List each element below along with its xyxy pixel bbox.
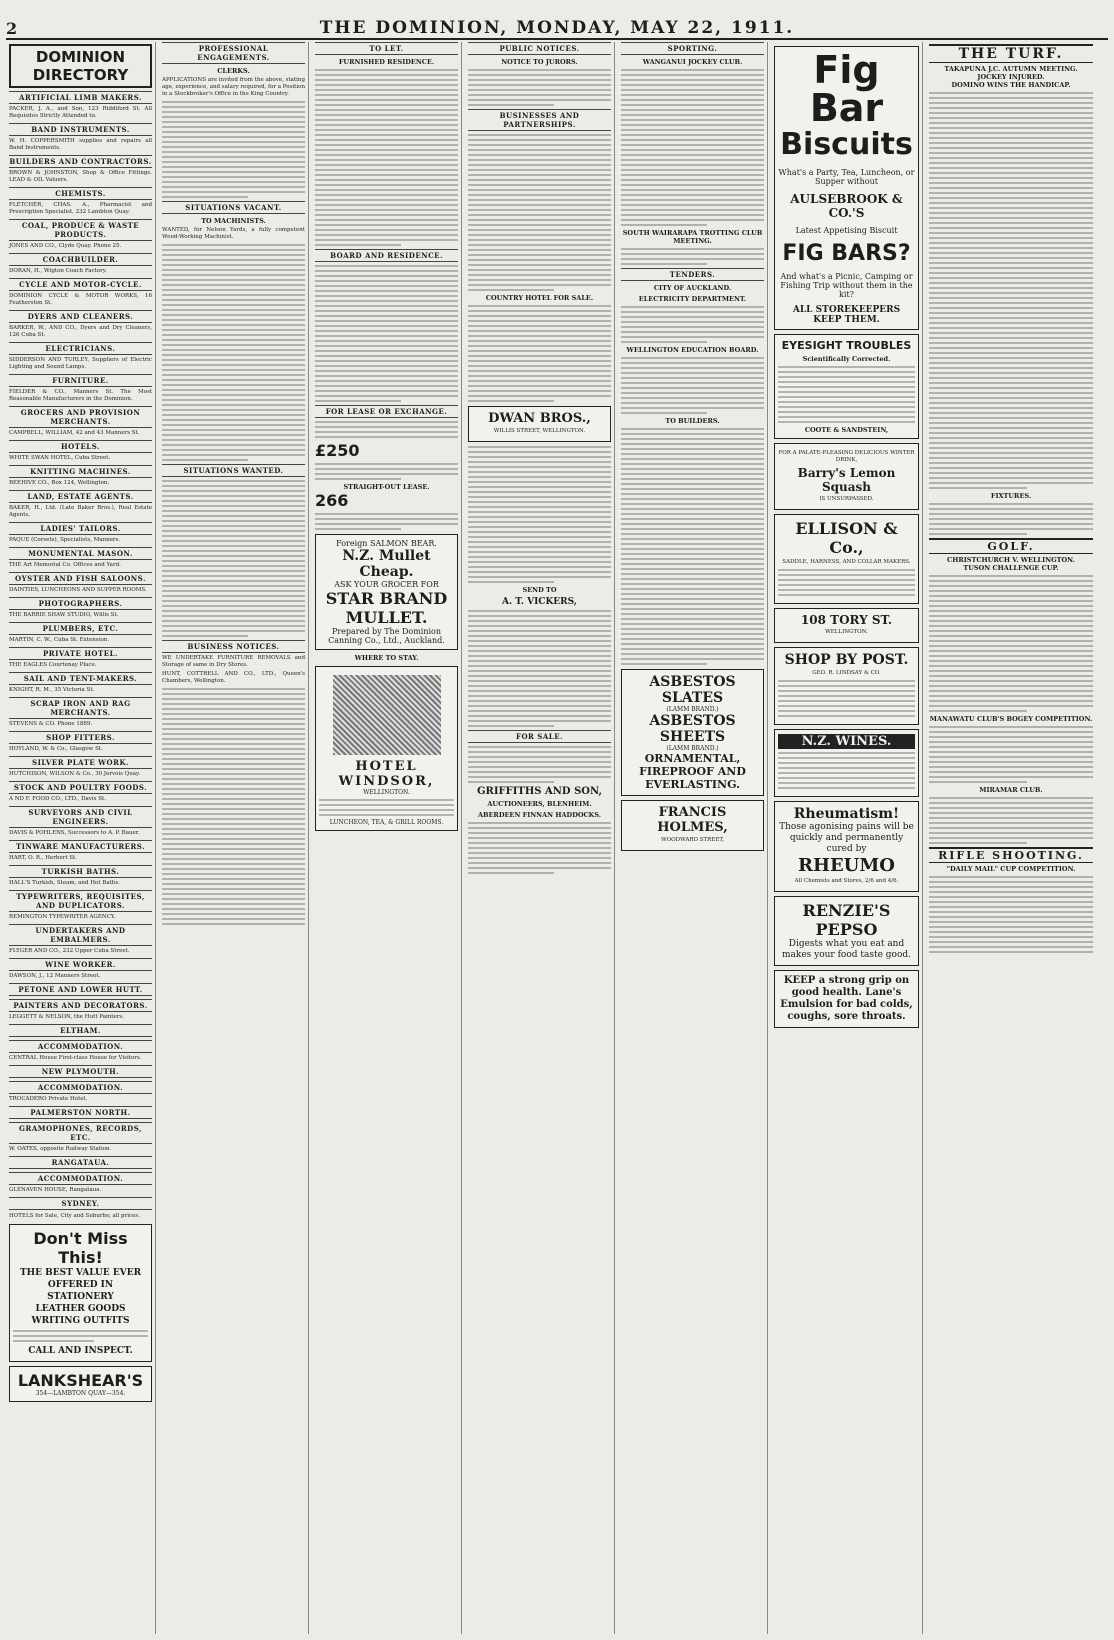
- sub-heading: "DAILY MAIL" CUP COMPETITION.: [946, 865, 1076, 873]
- directory-heading: DOMINION DIRECTORY: [9, 44, 152, 88]
- directory-entry: [9, 924, 152, 955]
- directory-entry: [9, 1106, 152, 1119]
- directory-entry: [9, 1081, 152, 1103]
- directory-text: DAWSON, J., 12 Manners Street.: [9, 973, 101, 979]
- ad-pepso-name: RENZIE'S PEPSO: [802, 901, 891, 939]
- body-lines: [468, 822, 611, 874]
- body-lines: [468, 610, 611, 727]
- where-to-stay-heading: WHERE TO STAY.: [354, 654, 419, 662]
- directory-category: STOCK AND POULTRY FOODS.: [9, 781, 152, 794]
- ad-fig-bar-biscuits: [774, 46, 919, 330]
- price-figure-2: 266: [315, 491, 349, 510]
- directory-entry: [9, 697, 152, 728]
- directory-entry: [9, 1024, 152, 1037]
- ad-biscuits: Biscuits: [780, 127, 913, 162]
- directory-category: TURKISH BATHS.: [9, 865, 152, 878]
- column-turf: [926, 42, 1096, 1634]
- directory-text: HUTCHISON, WILSON & Co., 30 Jervois Quay.: [9, 771, 141, 777]
- directory-text: CENTRAL House First-class House for Visitors.: [9, 1055, 142, 1061]
- body-lines: [468, 746, 611, 783]
- body-lines: [468, 305, 611, 402]
- directory-entry: [9, 123, 152, 152]
- directory-category: COAL, PRODUCE & WASTE PRODUCTS.: [9, 219, 152, 241]
- directory-entry: [9, 890, 152, 921]
- directory-text: LEGGETT & NELSON, the Hutt Painters.: [9, 1014, 124, 1020]
- directory-category: CHEMISTS.: [9, 187, 152, 200]
- ad-mullet-ask: ASK YOUR GROCER FOR: [334, 580, 439, 589]
- sub-heading: NOTICE TO JURORS.: [501, 58, 578, 66]
- directory-category: ELECTRICIANS.: [9, 342, 152, 355]
- ad-dont-miss-line: THE BEST VALUE EVER OFFERED IN: [19, 1268, 142, 1290]
- directory-text: MARTIN, C. W., Cuba St. Extension.: [9, 637, 109, 643]
- column-sporting: [618, 42, 768, 1634]
- directory-entry: [9, 672, 152, 694]
- sub-heading: STRAIGHT-OUT LEASE.: [343, 483, 430, 491]
- ad-asbestos: [621, 669, 764, 796]
- directory-entry: [9, 91, 152, 120]
- ad-lankshear: [9, 1366, 152, 1402]
- body-lines: [162, 101, 305, 198]
- ad-tory-street: [774, 608, 919, 643]
- ad-dont-miss-line: STATIONERY: [47, 1292, 114, 1302]
- body-lines: [621, 69, 764, 226]
- sub-heading: FIXTURES.: [990, 492, 1032, 500]
- section-heading: SITUATIONS VACANT.: [162, 201, 305, 214]
- ad-bar: Bar: [809, 86, 884, 130]
- ad-tory-city: WELLINGTON.: [825, 629, 868, 635]
- ad-pepso-text: Digests what you eat and makes your food taste good.: [781, 939, 912, 960]
- sub-heading: DOMINO WINS THE HANDICAP.: [951, 81, 1071, 89]
- directory-text: THE Art Memorial Co. Offices and Yard.: [9, 562, 121, 568]
- body-lines: [315, 513, 458, 530]
- ad-wines-name: N.Z. WINES.: [778, 734, 915, 749]
- ad-rheumo-text: Those agonising pains will be quickly and permanently cured by: [779, 822, 914, 854]
- directory-entry: [9, 999, 152, 1021]
- ad-hotel-body: [319, 799, 454, 816]
- directory-text: DAINTIES, LUNCHEONS AND SUPPER ROOMS.: [9, 587, 147, 593]
- directory-text: TROCADERO Private Hotel.: [9, 1096, 88, 1102]
- sub-heading: MANAWATU CLUB'S BOGEY COMPETITION.: [929, 715, 1093, 723]
- section-heading: TO LET.: [315, 42, 458, 55]
- directory-category: SURVEYORS AND CIVIL ENGINEERS.: [9, 806, 152, 828]
- ad-mullet-main: N.Z. Mullet Cheap.: [342, 548, 431, 580]
- directory-category: SHOP FITTERS.: [9, 731, 152, 744]
- ad-rheumo: [774, 801, 919, 892]
- directory-category: DYERS AND CLEANERS.: [9, 310, 152, 323]
- notice-text: APPLICATIONS are invited from the above, stating age, experience, and salary required, for a Position in a Stockbroker's Office in the King Country.: [162, 77, 305, 97]
- sub-heading: WANGANUI JOCKEY CLUB.: [642, 58, 743, 66]
- ad-lankshear-address: 354—LAMBTON QUAY—354.: [35, 1390, 126, 1397]
- directory-entry: [9, 490, 152, 519]
- directory-entry: [9, 865, 152, 887]
- body-lines: [621, 357, 764, 414]
- body-lines: [162, 244, 305, 461]
- ad-barry-top: FOR A PALATE-PLEASING DELICIOUS WINTER DRINK,: [778, 450, 915, 463]
- ad-fig-stores: ALL STOREKEEPERS KEEP THEM.: [792, 305, 901, 325]
- directory-category: COACHBUILDER.: [9, 253, 152, 266]
- ad-mullet: [315, 534, 458, 650]
- ad-asbestos-slates: ASBESTOS SLATES: [649, 674, 736, 706]
- page-number: 2: [6, 19, 18, 38]
- ad-mullet-brand: STAR BRAND MULLET.: [325, 589, 448, 627]
- ad-dont-miss: [9, 1224, 152, 1362]
- sub-heading: CITY OF AUCKLAND.: [653, 284, 732, 292]
- ad-dwan-address: WILLIS STREET, WELLINGTON.: [493, 428, 586, 434]
- directory-entry: [9, 522, 152, 544]
- sub-heading: CLERKS.: [217, 67, 250, 75]
- directory-text: THE EAGLES Courtenay Place.: [9, 662, 97, 668]
- directory-category: HOTELS.: [9, 440, 152, 453]
- column-public-notices: [465, 42, 615, 1634]
- directory-category: PRIVATE HOTEL.: [9, 647, 152, 660]
- directory-text: HOTELS for Sale, City and Suburbs; all prices.: [9, 1213, 140, 1219]
- ad-lankshear-name: LANKSHEAR'S: [17, 1371, 144, 1390]
- ad-fig: Fig: [813, 48, 880, 92]
- ad-post-name: SHOP BY POST.: [784, 652, 909, 668]
- ad-dwan-name: DWAN BROS.,: [488, 411, 591, 426]
- ad-francis-address: WOODWARD STREET,: [661, 837, 724, 843]
- directory-entry: [9, 342, 152, 371]
- sub-heading: ABERDEEN FINNAN HADDOCKS.: [477, 811, 602, 819]
- section-heading: BUSINESSES AND PARTNERSHIPS.: [468, 109, 611, 131]
- body-lines: [621, 306, 764, 343]
- ad-dont-miss-footer: CALL AND INSPECT.: [28, 1346, 133, 1356]
- ad-dont-miss-body: [13, 1330, 148, 1342]
- ad-hotel-text: LUNCHEON, TEA, & GRILL ROOMS.: [329, 819, 444, 826]
- directory-category: WINE WORKER.: [9, 958, 152, 971]
- directory-entry: [9, 1122, 152, 1153]
- section-heading: BUSINESS NOTICES.: [162, 640, 305, 653]
- ad-fig-bars: FIG BARS?: [782, 241, 911, 266]
- directory-entry: [9, 840, 152, 862]
- column-adverts: [771, 42, 923, 1634]
- sub-heading: WELLINGTON EDUCATION BOARD.: [626, 346, 759, 354]
- body-lines: [929, 575, 1093, 712]
- directory-text: DOMINION CYCLE & MOTOR WORKS, 16 Featherston St.: [9, 293, 152, 306]
- ad-hotel-name: HOTEL WINDSOR,: [338, 759, 435, 789]
- directory-entry: [9, 440, 152, 462]
- ad-ellison-sub: SADDLE, HARNESS, AND COLLAR MAKERS.: [782, 559, 911, 565]
- directory-entry: [9, 572, 152, 594]
- send-to: SEND TO: [522, 586, 557, 594]
- directory-entry: [9, 155, 152, 184]
- directory-text: BAKER, H., Ltd. (Late Baker Bros.), Real Estate Agents.: [9, 505, 152, 518]
- directory-text: DAVIS & POHLENS, Successors to A. P. Bauer.: [9, 830, 140, 836]
- directory-entry: [9, 187, 152, 216]
- directory-category: TYPEWRITERS, REQUISITES, AND DUPLICATORS.: [9, 890, 152, 912]
- directory-category: FURNITURE.: [9, 374, 152, 387]
- body-lines: [162, 688, 305, 925]
- ad-post-body: [778, 680, 915, 717]
- body-lines: [929, 503, 1093, 535]
- directory-entry: [9, 1172, 152, 1194]
- notice-text: HUNT, COTTRELL AND CO., LTD., Queen's Chambers, Wellington.: [162, 671, 305, 684]
- column-professional: [159, 42, 309, 1634]
- directory-category: PHOTOGRAPHERS.: [9, 597, 152, 610]
- vickers-name: A. T. VICKERS,: [502, 597, 577, 607]
- ad-eyesight-title: EYESIGHT TROUBLES: [781, 339, 912, 352]
- directory-text: CAMPBELL, WILLIAM, 42 and 43 Manners St.: [9, 430, 140, 436]
- directory-entry: [9, 647, 152, 669]
- ad-rheumo-head: Rheumatism!: [793, 806, 900, 822]
- ad-dwan-bros: [468, 406, 611, 442]
- ad-mullet-top: Foreign SALMON BEAR.: [336, 539, 437, 548]
- notice-text: WE UNDERTAKE FURNITURE REMOVALS and Storage of same in Dry Stores.: [162, 655, 305, 668]
- ad-post-firm: GEO. R. LINDSAY & CO.: [812, 670, 881, 676]
- directory-entry: [9, 406, 152, 437]
- directory-category: ACCOMMODATION.: [9, 1040, 152, 1053]
- directory-text: WHITE SWAN HOTEL, Cuba Street.: [9, 455, 111, 461]
- directory-text: HALL'S Turkish, Steam, and Hot Baths.: [9, 880, 120, 886]
- ad-keep-text: KEEP a strong grip on good health. Lane's Emulsion for bad colds, coughs, sore throats.: [780, 975, 913, 1022]
- sub-heading: SOUTH WAIRARAPA TROTTING CLUB MEETING.: [622, 229, 763, 245]
- directory-category: BAND INSTRUMENTS.: [9, 123, 152, 136]
- body-lines: [315, 421, 458, 438]
- body-lines: [468, 446, 611, 583]
- golf-heading: GOLF.: [929, 538, 1093, 554]
- directory-category: MONUMENTAL MASON.: [9, 547, 152, 560]
- newspaper-title: THE DOMINION, MONDAY, MAY 22, 1911.: [319, 18, 795, 38]
- directory-entry: [9, 1197, 152, 1210]
- ad-barry-sub: IS UNSURPASSED.: [819, 496, 874, 502]
- directory-text: REMINGTON TYPEWRITER AGENCY.: [9, 914, 116, 920]
- directory-category: PLUMBERS, ETC.: [9, 622, 152, 635]
- ad-tory-name: 108 TORY ST.: [800, 613, 893, 627]
- directory-entry: [9, 1213, 152, 1220]
- body-lines: [621, 248, 764, 265]
- body-lines: [621, 428, 764, 665]
- ad-eyesight-body: [778, 366, 915, 423]
- directory-text: BEEHIVE CO., Box 124, Wellington.: [9, 480, 110, 486]
- ad-ellison-body: [778, 569, 915, 596]
- ad-eyesight: [774, 334, 919, 439]
- ad-asbestos-slates-sub: (LAMM BRAND.): [666, 706, 719, 713]
- ad-eyesight-sub: Scientifically Corrected.: [802, 355, 891, 363]
- directory-category: GROCERS AND PROVISION MERCHANTS.: [9, 406, 152, 428]
- sub-heading: JOCKEY INJURED.: [977, 73, 1045, 81]
- column-to-let: [312, 42, 462, 1634]
- sub-heading: FURNISHED RESIDENCE.: [338, 58, 435, 66]
- directory-entry: [9, 253, 152, 275]
- ad-asbestos-sheets-sub: (LAMM BRAND.): [666, 745, 719, 752]
- ad-dont-miss-title: Don't Miss This!: [33, 1229, 128, 1267]
- hotel-illustration: [333, 675, 441, 755]
- ad-fig-question-1: What's a Party, Tea, Luncheon, or Supper without: [778, 168, 915, 186]
- ad-rheumo-foot: All Chemists and Stores, 2/6 and 4/6.: [794, 878, 899, 884]
- body-lines: [929, 92, 1093, 489]
- directory-category: PALMERSTON NORTH.: [9, 1106, 152, 1119]
- directory-text: HART, O. R., Herbert St.: [9, 855, 78, 861]
- ad-fig-question-2: And what's a Picnic, Camping or Fishing Trip without them in the kit?: [780, 272, 913, 299]
- rifle-heading: RIFLE SHOOTING.: [929, 847, 1093, 863]
- directory-text: FLETCHER, CHAS. A., Pharmacist and Prescription Specialist, 232 Lambton Quay.: [9, 202, 152, 215]
- directory-entry: [9, 731, 152, 753]
- directory-category: BUILDERS AND CONTRACTORS.: [9, 157, 152, 166]
- directory-text: KNIGHT, R. M., 35 Victoria St.: [9, 687, 95, 693]
- sub-heading: TAKAPUNA J.C. AUTUMN MEETING.: [944, 65, 1078, 73]
- directory-entry: [9, 756, 152, 778]
- directory-entry: [9, 278, 152, 307]
- griffiths-sub: AUCTIONEERS, BLENHEIM.: [487, 800, 592, 808]
- directory-category: SAIL AND TENT-MAKERS.: [9, 672, 152, 685]
- directory-text: STEVENS & CO. Phone 1889.: [9, 721, 93, 727]
- directory-text: BARKER, W., AND CO., Dyers and Dry Cleaners, 126 Cuba St.: [9, 325, 152, 338]
- directory-text: PAQUE (Corsets), Specialists, Manners.: [9, 537, 121, 543]
- ad-barry-name: Barry's Lemon Squash: [797, 466, 896, 494]
- directory-entry: [9, 806, 152, 837]
- ad-dont-miss-line: LEATHER GOODS: [35, 1304, 126, 1314]
- directory-entry: [9, 597, 152, 619]
- columns: [6, 42, 1108, 1634]
- directory-category: SILVER PLATE WORK.: [9, 756, 152, 769]
- body-lines: [315, 463, 458, 480]
- directory-category: LADIES' TAILORS.: [9, 522, 152, 535]
- directory-text: HOYLAND, W. & Co., Glasgow St.: [9, 746, 103, 752]
- directory-category: UNDERTAKERS AND EMBALMERS.: [9, 924, 152, 946]
- sub-heading: CHRISTCHURCH V. WELLINGTON.: [947, 556, 1075, 564]
- directory-category: ACCOMMODATION.: [9, 1172, 152, 1185]
- ad-wines-body: [778, 752, 915, 789]
- section-heading: SITUATIONS WANTED.: [162, 464, 305, 477]
- body-lines: [468, 134, 611, 291]
- directory-text: FLYGER AND CO., 232 Upper Cuba Street.: [9, 948, 130, 954]
- ad-asbestos-everlasting: EVERLASTING.: [645, 778, 740, 791]
- directory-category: CYCLE AND MOTOR-CYCLE.: [9, 278, 152, 291]
- price-figure: £250: [315, 441, 360, 460]
- section-heading: PROFESSIONAL ENGAGEMENTS.: [162, 42, 305, 64]
- directory-category: SYDNEY.: [9, 1197, 152, 1210]
- body-lines: [929, 876, 1093, 953]
- directory-text: PACKER, J. A., and Son, 123 Riddiford St. All Requisites Strictly Attended to.: [9, 106, 152, 119]
- ad-keep-strong: [774, 970, 919, 1028]
- sub-heading: TUSON CHALLENGE CUP.: [963, 564, 1059, 572]
- griffiths-name: GRIFFITHS AND SON,: [477, 786, 602, 797]
- directory-entry: [9, 310, 152, 339]
- ad-francis-holmes: [621, 800, 764, 851]
- directory-category: ACCOMMODATION.: [9, 1081, 152, 1094]
- directory-text: THE BARRIE SHAW STUDIO, Willis St.: [9, 612, 119, 618]
- body-lines: [162, 480, 305, 637]
- directory-entry: [9, 1040, 152, 1062]
- directory-text: JONES AND CO., Clyde Quay. Phone 25.: [9, 243, 122, 249]
- body-lines: [315, 265, 458, 402]
- ad-hotel-windsor: [315, 666, 458, 831]
- directory-entry: [9, 622, 152, 644]
- directory-text: W. OATES, opposite Railway Station.: [9, 1146, 112, 1152]
- directory-text: BROWN & JOHNSTON, Shop & Office Fittings. LEAD & OIL Valuers.: [9, 170, 152, 183]
- directory-entry: [9, 958, 152, 980]
- directory-entry: [9, 219, 152, 250]
- body-lines: [315, 69, 458, 246]
- directory-text: SIDDERSON AND TURLEY, Suppliers of Electric Lighting and Sound Lamps.: [9, 357, 152, 370]
- sub-heading: COUNTRY HOTEL FOR SALE.: [485, 294, 594, 302]
- sub-heading: TO MACHINISTS.: [201, 217, 266, 225]
- directory-entry: [9, 781, 152, 803]
- notice-text: WANTED, for Nelson Yards, a fully competent Wood-Working Machinist.: [162, 227, 305, 240]
- ad-ellison-name: ELLISON & Co.,: [795, 519, 898, 557]
- directory-category: OYSTER AND FISH SALOONS.: [9, 572, 152, 585]
- directory-category: RANGATAUA.: [9, 1156, 152, 1169]
- directory-category: TINWARE MANUFACTURERS.: [9, 840, 152, 853]
- ad-ellison: [774, 514, 919, 604]
- body-lines: [929, 726, 1093, 783]
- section-heading: PUBLIC NOTICES.: [468, 42, 611, 55]
- ad-eyesight-firm: COOTE & SANDSTEIN,: [804, 426, 889, 434]
- directory-category: PAINTERS AND DECORATORS.: [9, 999, 152, 1012]
- directory-category: KNITTING MACHINES.: [9, 465, 152, 478]
- directory-category: ELTHAM.: [9, 1024, 152, 1037]
- ad-fig-aulsebrook: AULSEBROOK & CO.'S: [790, 192, 903, 220]
- section-heading: FOR LEASE OR EXCHANGE.: [315, 405, 458, 418]
- directory-text: GLENAVEN HOUSE, Rangataua.: [9, 1187, 102, 1193]
- directory-text: A ND F. FOOD CO., LTD., Davis St.: [9, 796, 106, 802]
- directory-entry: [9, 1156, 152, 1169]
- masthead: [6, 8, 1108, 40]
- directory-category: SCRAP IRON AND RAG MERCHANTS.: [9, 697, 152, 719]
- body-lines: [468, 69, 611, 106]
- ad-barry-lemon-squash: [774, 443, 919, 510]
- ad-pepso: [774, 896, 919, 966]
- section-heading: TENDERS.: [621, 268, 764, 281]
- ad-francis-name: FRANCIS HOLMES,: [657, 805, 728, 835]
- directory-category: PETONE AND LOWER HUTT.: [9, 983, 152, 996]
- ad-nz-wines: [774, 729, 919, 797]
- sub-heading: MIRAMAR CLUB.: [979, 786, 1043, 794]
- ad-rheumo-name: RHEUMO: [798, 855, 895, 876]
- ad-asbestos-sheets: ASBESTOS SHEETS: [649, 713, 736, 745]
- section-heading: FOR SALE.: [468, 730, 611, 743]
- directory-list: [9, 91, 152, 1220]
- section-heading: BOARD AND RESIDENCE.: [315, 249, 458, 262]
- ad-asbestos-fireproof: FIREPROOF AND: [639, 765, 746, 778]
- section-heading: SPORTING.: [621, 42, 764, 55]
- body-lines: [929, 797, 1093, 844]
- sub-heading: TO BUILDERS.: [665, 417, 720, 425]
- directory-text: FIELDER & CO., Manners St. The Most Reasonable Manufacturers in the Dominion.: [9, 389, 152, 402]
- column-directory: [6, 42, 156, 1634]
- directory-text: W. H. COPPERSMITH supplies and repairs all Band Instruments.: [9, 138, 152, 151]
- directory-text: DORAN, H., Wigton Coach Factory.: [9, 268, 107, 274]
- sub-heading: ELECTRICITY DEPARTMENT.: [638, 295, 747, 303]
- turf-heading: THE TURF.: [929, 44, 1093, 63]
- directory-category: NEW PLYMOUTH.: [9, 1065, 152, 1078]
- directory-entry: [9, 547, 152, 569]
- directory-category: ARTIFICIAL LIMB MAKERS.: [9, 91, 152, 104]
- ad-dont-miss-line: WRITING OUTFITS: [31, 1316, 130, 1326]
- directory-entry: [9, 1065, 152, 1078]
- directory-entry: [9, 983, 152, 996]
- ad-fig-latest: Latest Appetising Biscuit: [795, 226, 898, 235]
- ad-shop-by-post: [774, 647, 919, 725]
- ad-mullet-maker: Prepared by The Dominion Canning Co., Ltd., Auckland.: [328, 627, 445, 645]
- ad-hotel-city: WELLINGTON.: [363, 789, 410, 796]
- directory-category: LAND, ESTATE AGENTS.: [9, 490, 152, 503]
- directory-entry: [9, 374, 152, 403]
- directory-category: GRAMOPHONES, RECORDS, ETC.: [9, 1122, 152, 1144]
- directory-entry: [9, 465, 152, 487]
- ad-asbestos-ornamental: ORNAMENTAL,: [644, 752, 741, 765]
